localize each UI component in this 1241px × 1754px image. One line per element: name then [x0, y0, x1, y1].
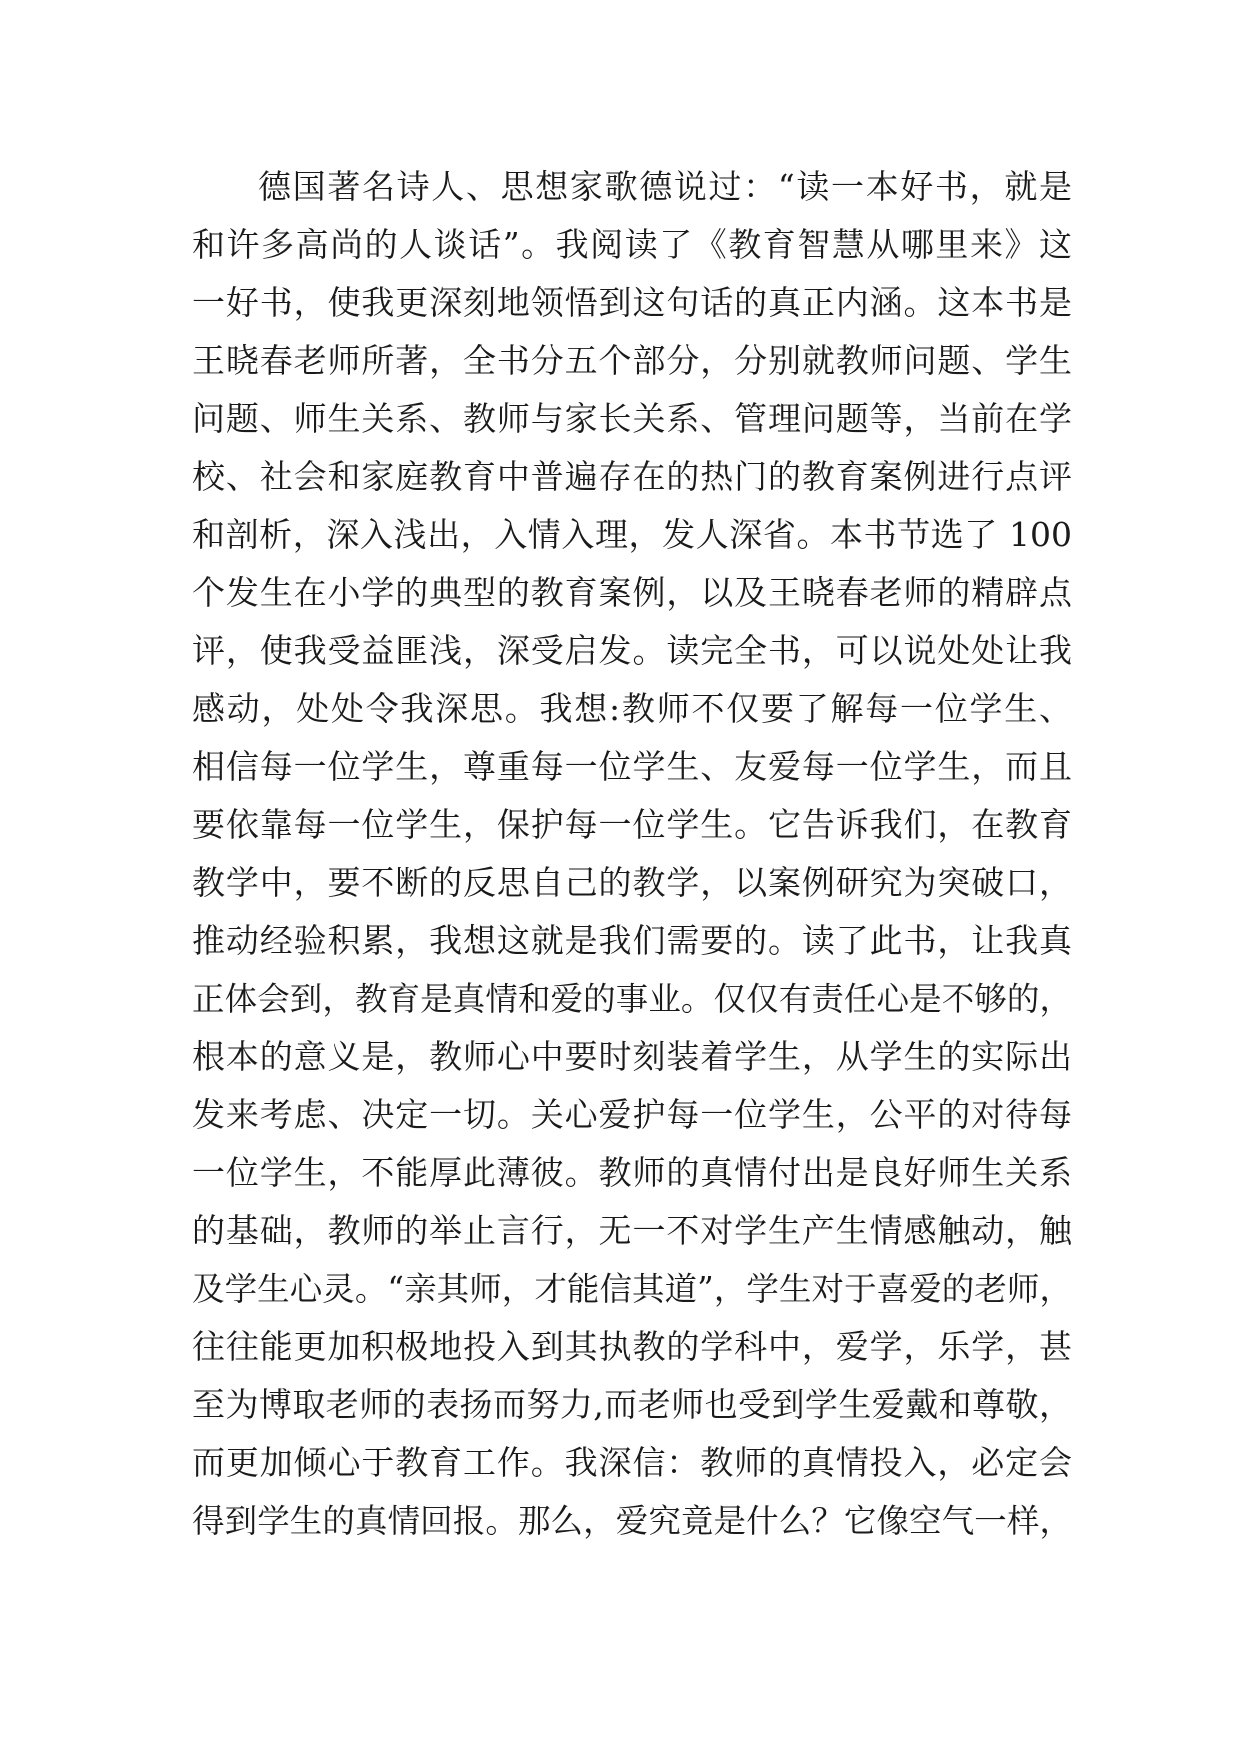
text-line: 评，使我受益匪浅，深受启发。读完全书，可以说处处让我: [192, 631, 1072, 670]
text-line: 至为博取老师的表扬而努力,而老师也受到学生爱戴和尊敬，: [192, 1385, 1072, 1424]
text-line: 根本的意义是，教师心中要时刻装着学生，从学生的实际出: [192, 1037, 1072, 1076]
text-line: 一好书，使我更深刻地领悟到这句话的真正内涵。这本书是: [192, 283, 1072, 322]
text-line: 的基础，教师的举止言行，无一不对学生产生情感触动，触: [192, 1211, 1072, 1250]
text-line: 和剖析，深入浅出，入情入理，发人深省。本书节选了 100: [192, 515, 1072, 554]
text-line: 要依靠每一位学生，保护每一位学生。它告诉我们，在教育: [192, 805, 1072, 844]
text-line: 和许多高尚的人谈话”。我阅读了《教育智慧从哪里来》这: [192, 225, 1072, 264]
text-line: 推动经验积累，我想这就是我们需要的。读了此书，让我真: [192, 921, 1072, 960]
text-line: 得到学生的真情回报。那么，爱究竟是什么？它像空气一样，: [192, 1502, 1072, 1540]
text-line: 往往能更加积极地投入到其执教的学科中，爱学，乐学，甚: [192, 1327, 1072, 1366]
text-line: 问题、师生关系、教师与家长关系、管理问题等，当前在学: [192, 399, 1072, 438]
text-line: 发来考虑、决定一切。关心爱护每一位学生，公平的对待每: [192, 1095, 1072, 1134]
text-line: 德国著名诗人、思想家歌德说过：“读一本好书，就是: [258, 167, 1072, 206]
text-line: 教学中，要不断的反思自己的教学，以案例研究为突破口，: [192, 863, 1072, 902]
text-line: 正体会到，教育是真情和爱的事业。仅仅有责任心是不够的，: [192, 980, 1072, 1018]
text-line: 感动，处处令我深思。我想:教师不仅要了解每一位学生、: [192, 689, 1072, 728]
text-line: 而更加倾心于教育工作。我深信：教师的真情投入，必定会: [192, 1443, 1072, 1482]
text-line: 及学生心灵。“亲其师，才能信其道”，学生对于喜爱的老师，: [192, 1270, 1072, 1308]
text-line: 一位学生，不能厚此薄彼。教师的真情付出是良好师生关系: [192, 1153, 1072, 1192]
body-paragraph: [192, 158, 1072, 1550]
text-line: 相信每一位学生，尊重每一位学生、友爱每一位学生，而且: [192, 747, 1072, 786]
text-line: 王晓春老师所著，全书分五个部分，分别就教师问题、学生: [192, 341, 1072, 380]
text-line: 校、社会和家庭教育中普遍存在的热门的教育案例进行点评: [192, 457, 1072, 496]
text-line: 个发生在小学的典型的教育案例，以及王晓春老师的精辟点: [192, 573, 1072, 612]
